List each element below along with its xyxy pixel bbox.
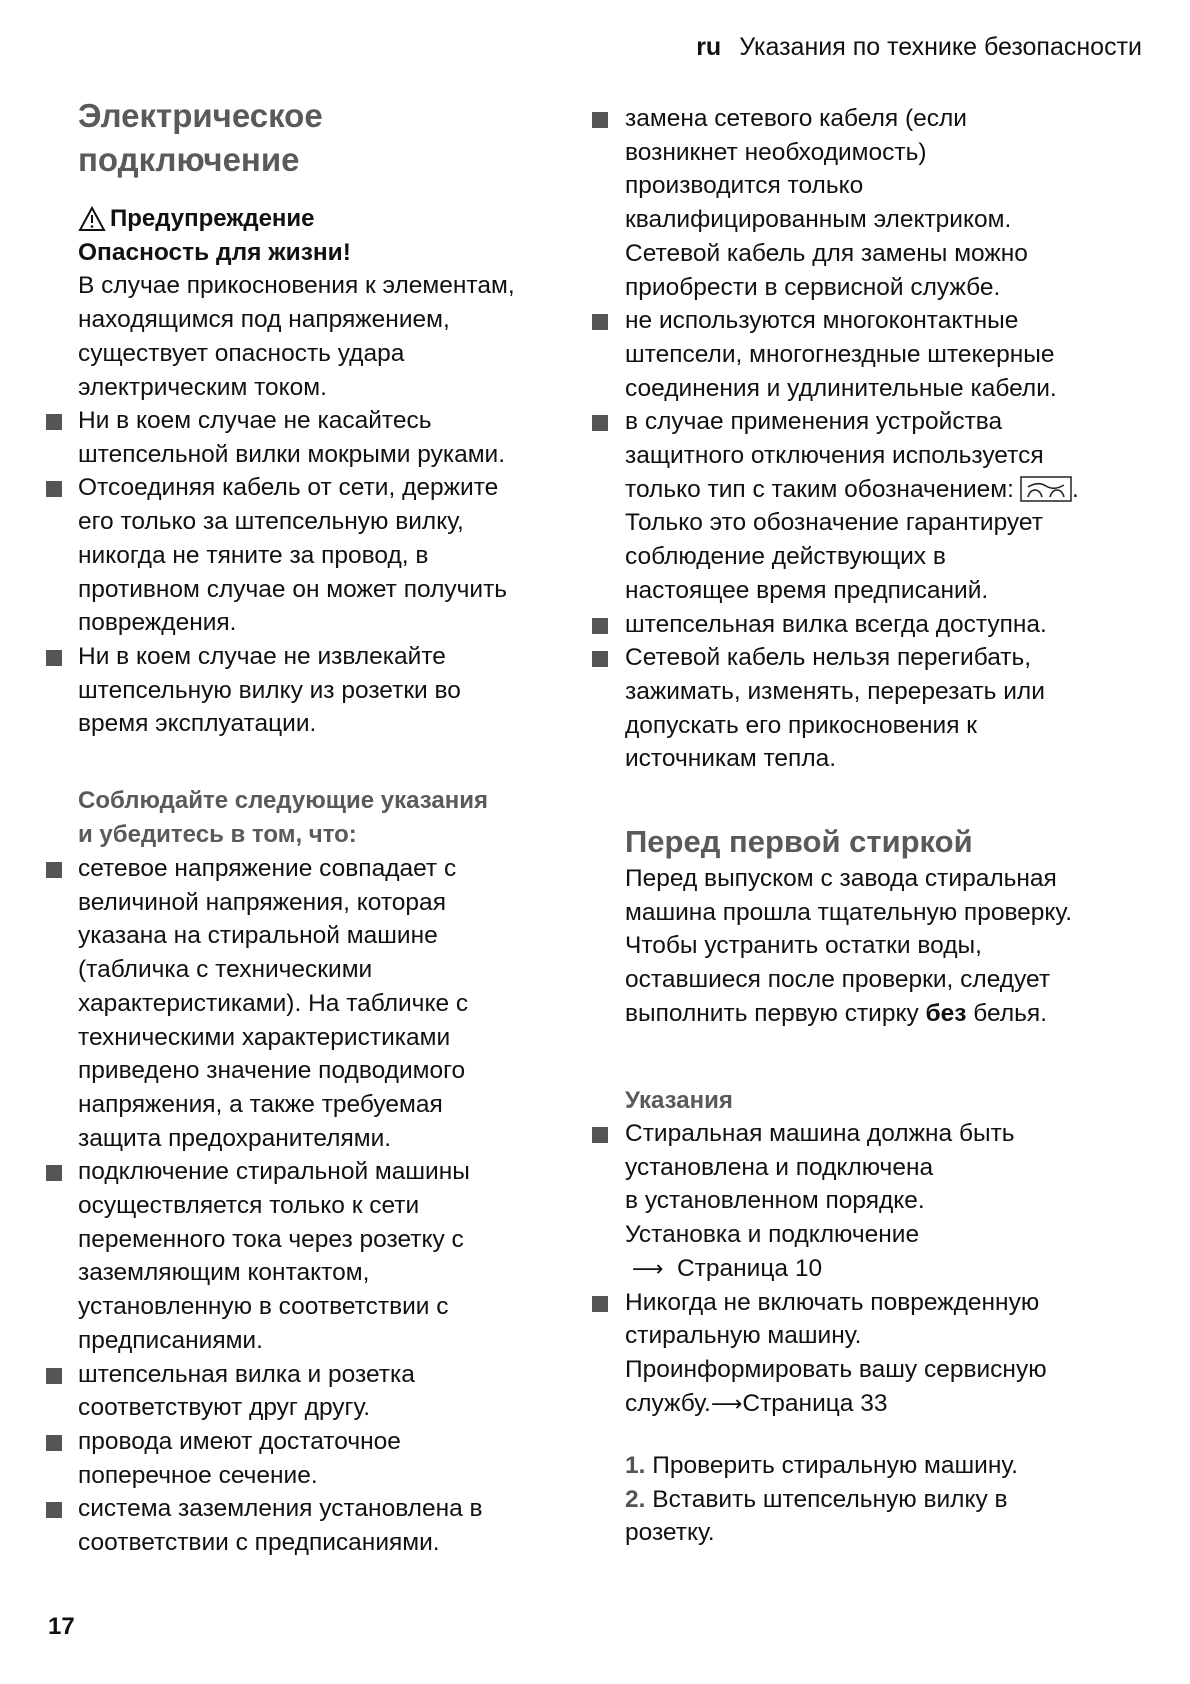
list-item-line: в установленном порядке.: [625, 1187, 925, 1215]
list-item-line: установленную в соответствии с: [78, 1293, 449, 1321]
list-item-line: (табличка с техническими: [78, 956, 373, 984]
warning-text-line: существует опасность удара: [78, 339, 405, 367]
square-bullet-icon: [46, 1502, 62, 1518]
list-item: [46, 471, 586, 640]
list-item: [592, 608, 1152, 642]
punctuation: .: [1071, 475, 1079, 503]
list-item-line: соответствуют друг другу.: [78, 1394, 371, 1422]
first-wash-title: Перед первой стиркой: [625, 824, 973, 859]
step-text: Проверить стиральную машину.: [652, 1452, 1018, 1479]
list-item-line: напряжения, а также требуемая: [78, 1090, 443, 1118]
square-bullet-icon: [46, 1165, 62, 1181]
paragraph-line: Чтобы устранить остатки воды,: [625, 932, 982, 960]
list-item-line: зажимать, изменять, перерезать или: [625, 677, 1045, 705]
list-item-line: допускать его прикосновения к: [625, 711, 977, 739]
square-bullet-icon: [46, 481, 62, 497]
square-bullet-icon: [46, 1435, 62, 1451]
warning-text-line: электрическим током.: [78, 373, 327, 401]
list-item: [592, 1286, 1152, 1421]
warning-text-line: находящимся под напряжением,: [78, 306, 450, 334]
page-reference-link[interactable]: Страница 33: [742, 1389, 888, 1417]
list-item-line: Сетевой кабель для замены можно: [625, 239, 1028, 267]
warning-subtitle: Опасность для жизни!: [78, 238, 351, 266]
list-item-line: противном случае он может получить: [78, 575, 508, 603]
list-item: [46, 404, 586, 471]
section-title-line: подключение: [78, 141, 300, 178]
observe-heading-line: Соблюдайте следующие указания: [78, 787, 488, 814]
list-item-line: провода имеют достаточное: [78, 1427, 401, 1455]
list-item-line: стиральную машину.: [625, 1322, 862, 1350]
paragraph-line: оставшиеся после проверки, следует: [625, 966, 1051, 994]
list-item-line: штепсельной вилки мокрыми руками.: [78, 440, 506, 468]
observe-list: [46, 852, 586, 1560]
continued-list: [592, 102, 1152, 776]
step-item: [625, 1483, 1018, 1517]
list-item-line: Ни в коем случае не касайтесь: [78, 407, 432, 434]
list-item-line-with-symbol: [625, 473, 1152, 507]
notes-list: [592, 1117, 1152, 1420]
warning-block: [78, 202, 578, 404]
list-item-line: Только это обозначение гарантирует: [625, 509, 1043, 537]
list-item-line: штепсельную вилку из розетки во: [78, 676, 461, 704]
list-item-line: осуществляется только к сети: [78, 1192, 420, 1220]
list-item: [592, 641, 1152, 776]
list-item-line: его только за штепсельную вилку,: [78, 508, 464, 536]
step-text: розетку.: [625, 1519, 715, 1547]
page-reference[interactable]: [625, 1387, 1152, 1421]
step-item: [625, 1449, 1018, 1483]
list-item-line: штепсели, многогнездные штекерные: [625, 340, 1055, 368]
list-item: [46, 1425, 586, 1492]
square-bullet-icon: [46, 1368, 62, 1384]
square-bullet-icon: [592, 314, 608, 330]
square-bullet-icon: [46, 414, 62, 430]
square-bullet-icon: [592, 1127, 608, 1143]
list-item-line: Стиральная машина должна быть: [625, 1120, 1015, 1147]
square-bullet-icon: [592, 112, 608, 128]
page-number: 17: [48, 1613, 75, 1640]
paragraph-line: Перед выпуском с завода стиральная: [625, 865, 1057, 892]
emphasis-text: без: [925, 999, 967, 1027]
list-item-line: не используются многоконтактные: [625, 307, 1019, 335]
list-item-line: величиной напряжения, которая: [78, 888, 446, 916]
list-item-line: соответствии с предписаниями.: [78, 1529, 440, 1557]
warning-label: Предупреждение: [110, 205, 315, 232]
list-item-line: переменного тока через розетку с: [78, 1225, 464, 1253]
text: белья.: [966, 999, 1047, 1027]
square-bullet-icon: [592, 415, 608, 431]
list-item-line: штепсельная вилка всегда доступна.: [625, 610, 1047, 638]
square-bullet-icon: [46, 862, 62, 878]
list-item-line: поперечное сечение.: [78, 1461, 318, 1489]
list-item-line: возникнет необходимость): [625, 138, 927, 166]
square-bullet-icon: [592, 1296, 608, 1312]
warning-list: [46, 404, 586, 741]
list-item-line: квалифицированным электриком.: [625, 206, 1012, 234]
rcd-symbol-icon: [1020, 476, 1072, 502]
list-item: [592, 1117, 1152, 1286]
section-title-electrical: [78, 94, 323, 182]
warning-triangle-icon: [78, 206, 106, 232]
list-item-line: Сетевой кабель нельзя перегибать,: [625, 644, 1032, 672]
paragraph-line: машина прошла тщательную проверку.: [625, 898, 1073, 926]
list-item: [46, 1358, 586, 1425]
step-number: 2.: [625, 1485, 646, 1513]
list-item-line: предписаниями.: [78, 1326, 263, 1354]
step-number: 1.: [625, 1452, 646, 1479]
list-item-line: соединения и удлинительные кабели.: [625, 374, 1057, 402]
list-item-line: заземляющим контактом,: [78, 1259, 370, 1287]
list-item-line: характеристиками). На табличке с: [78, 989, 469, 1017]
list-item-line: Ни в коем случае не извлекайте: [78, 642, 446, 670]
first-wash-section: [625, 822, 1165, 1031]
observe-heading-line: и убедитесь в том, что:: [78, 820, 357, 848]
list-item-line: Установка и подключение: [625, 1221, 920, 1249]
square-bullet-icon: [592, 651, 608, 667]
warning-text-line: В случае прикосновения к элементам,: [78, 272, 515, 300]
text: выполнить первую стирку: [625, 999, 926, 1027]
list-item-line: никогда не тяните за провод, в: [78, 541, 429, 569]
list-item-line: сетевое напряжение совпадает с: [78, 855, 457, 882]
list-item-line: приобрести в сервисной службе.: [625, 273, 1001, 301]
list-item-text: только тип с таким обозначением:: [625, 475, 1014, 503]
list-item: [46, 852, 586, 1155]
list-item: [592, 405, 1152, 607]
warning-title: [78, 202, 578, 236]
page-header: [696, 32, 1142, 62]
list-item-line: техническими характеристиками: [78, 1023, 451, 1051]
list-item-line: Отсоединяя кабель от сети, держите: [78, 474, 499, 502]
list-item: [46, 1155, 586, 1357]
steps-list: [625, 1449, 1018, 1550]
section-title-line: Электрическое: [78, 97, 323, 134]
arrow-right-icon: ⟶: [710, 1390, 743, 1416]
list-item-line: производится только: [625, 172, 864, 200]
list-item-line: Никогда не включать поврежденную: [625, 1288, 1040, 1316]
list-item-line: указана на стиральной машине: [78, 922, 438, 950]
list-item-line: замена сетевого кабеля (если: [625, 105, 967, 132]
list-item-line: повреждения.: [78, 609, 237, 637]
paragraph-line: [625, 997, 1165, 1031]
list-item-line: система заземления установлена в: [78, 1495, 483, 1523]
list-item-line: защитного отключения используется: [625, 442, 1044, 470]
notes-heading: [625, 1084, 733, 1118]
list-item: [46, 1492, 586, 1559]
arrow-right-icon: ⟶: [631, 1255, 664, 1281]
list-item-line: Проинформировать вашу сервисную: [625, 1355, 1047, 1383]
page-reference-link[interactable]: Страница 10: [676, 1254, 823, 1282]
list-item-line: подключение стиральной машины: [78, 1158, 470, 1186]
list-item: [46, 640, 586, 741]
step-text: Вставить штепсельную вилку в: [652, 1485, 1008, 1513]
list-item-line: настоящее время предписаний.: [625, 576, 989, 604]
list-item-text: службу.: [625, 1389, 711, 1417]
list-item-line: соблюдение действующих в: [625, 543, 946, 571]
square-bullet-icon: [46, 650, 62, 666]
list-item-line: в случае применения устройства: [625, 408, 1003, 436]
list-item: [592, 102, 1152, 304]
list-item-line: установлена и подключена: [625, 1153, 934, 1181]
list-item-line: источникам тепла.: [625, 745, 837, 773]
list-item-line: штепсельная вилка и розетка: [78, 1360, 415, 1388]
list-item-line: время эксплуатации.: [78, 710, 317, 738]
page-reference[interactable]: [625, 1252, 1152, 1286]
notes-title: Указания: [625, 1087, 733, 1114]
observe-heading: [78, 784, 488, 851]
list-item: [592, 304, 1152, 405]
list-item-line: защита предохранителями.: [78, 1124, 392, 1152]
square-bullet-icon: [592, 618, 608, 634]
language-code: ru: [696, 33, 722, 61]
header-title: Указания по технике безопасности: [739, 33, 1142, 61]
list-item-line: приведено значение подводимого: [78, 1057, 466, 1085]
